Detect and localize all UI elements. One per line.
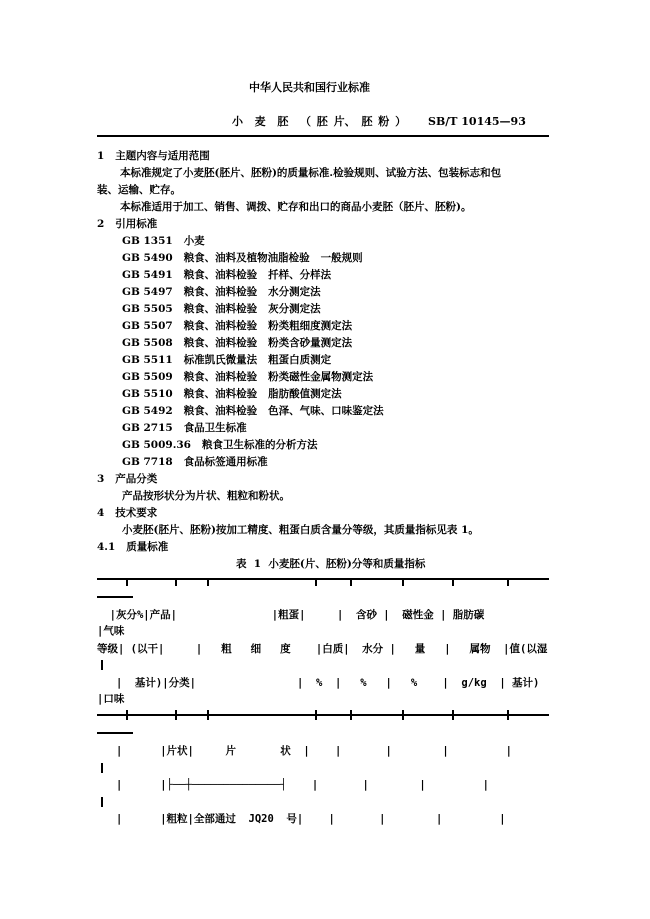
table-cross (315, 710, 317, 720)
table-row-flakes: | |片状| 片 状 | | | | | (97, 745, 512, 757)
table-row-granules: | |粗粒|全部通过 JQ20 号| | | | | (97, 813, 506, 825)
table-tick (175, 578, 177, 586)
section-4-paragraph: 小麦胚(胚片、胚粉)按加工精度、粗蛋白质含量分等级，其质量指标见表 1。 (122, 524, 479, 536)
section-1-paragraph: 本标准规定了小麦胚(胚片、胚粉)的质量标准.检验规则、试验方法、包装标志和包 (120, 167, 502, 179)
reference-item: GB 5509 粮食、油料检验 粉类磁性金属物测定法 (122, 371, 374, 383)
table-cross (126, 710, 128, 720)
section-4-1-heading: 4.1 质量标准 (97, 541, 169, 553)
section-2-heading: 2 引用标准 (97, 218, 158, 230)
section-3-paragraph: 产品按形状分为片状、粗粒和粉状。 (122, 490, 290, 502)
table-tick (507, 578, 509, 586)
section-1-scope: 本标准适用于加工、销售、调拨、贮存和出口的商品小麦胚（胚片、胚粉)。 (120, 201, 472, 213)
standard-code: SB/T 10145—93 (428, 115, 526, 128)
table-wrap-bar (101, 763, 103, 773)
table-header-row-1-wrap: |气味 (97, 625, 125, 637)
reference-item: GB 5009.36 粮食卫生标准的分析方法 (122, 439, 318, 451)
table-header-row-2: 等级| (以干| | 粗 细 度 |白质| 水分 | 量 | 属物 |值(以湿 (97, 643, 548, 655)
section-1-heading: 1 主题内容与适用范围 (97, 150, 210, 162)
reference-item: GB 7718 食品标签通用标准 (122, 456, 268, 468)
reference-item: GB 5491 粮食、油料检验 扦样、分样法 (122, 269, 332, 281)
reference-item: GB 5497 粮食、油料检验 水分测定法 (122, 286, 321, 298)
section-3-heading: 3 产品分类 (97, 473, 158, 485)
table-rule-stub (97, 732, 133, 734)
document-title: 小 麦 胚 （ 胚 片、 胚 粉 ） (232, 115, 407, 128)
industry-standard-heading: 中华人民共和国行业标准 (249, 81, 370, 94)
reference-item: GB 5507 粮食、油料检验 粉类粗细度测定法 (122, 320, 353, 332)
table-caption: 表 1 小麦胚(片、胚粉)分等和质量指标 (236, 558, 426, 570)
table-cross (402, 710, 404, 720)
table-wrap-bar (101, 797, 103, 807)
reference-item: GB 5505 粮食、油料检验 灰分测定法 (122, 303, 321, 315)
table-top-rule (97, 578, 549, 580)
table-tick (452, 578, 454, 586)
header-rule (97, 135, 549, 137)
table-wrap-bar (101, 660, 103, 670)
table-tick (350, 578, 352, 586)
table-cross (452, 710, 454, 720)
table-tick (402, 578, 404, 586)
table-cross (350, 710, 352, 720)
table-tick (207, 578, 209, 586)
reference-item: GB 1351 小麦 (122, 235, 205, 247)
reference-item: GB 5510 粮食、油料检验 脂肪酸值测定法 (122, 388, 342, 400)
table-cross (507, 710, 509, 720)
table-tick (126, 578, 128, 586)
table-cross (175, 710, 177, 720)
reference-item: GB 5492 粮食、油料检验 色泽、气味、口味鉴定法 (122, 405, 384, 417)
table-tick (315, 578, 317, 586)
reference-item: GB 2715 食品卫生标准 (122, 422, 247, 434)
table-cross (207, 710, 209, 720)
table-header-row-3: | 基计)|分类| | % | % | % | g/kg | 基计) (97, 677, 540, 689)
reference-item: GB 5511 标准凯氏微量法 粗蛋白质测定 (122, 354, 332, 366)
table-rule-stub (97, 596, 133, 598)
reference-item: GB 5508 粮食、油料检验 粉类含砂量测定法 (122, 337, 353, 349)
section-1-paragraph-cont: 装、运输、贮存。 (97, 184, 181, 196)
reference-item: GB 5490 粮食、油料及植物油脂检验 一般规则 (122, 252, 363, 264)
table-header-row-1: |灰分%|产品| |粗蛋| | 含砂 | 磁性金 | 脂肪碳 (97, 609, 485, 621)
section-4-heading: 4 技术要求 (97, 507, 158, 519)
table-row-divider: | |├──┼──────────────┤ | | | | (97, 779, 489, 791)
table-mid-rule (97, 714, 549, 716)
table-header-row-3-wrap: |口味 (97, 693, 125, 705)
